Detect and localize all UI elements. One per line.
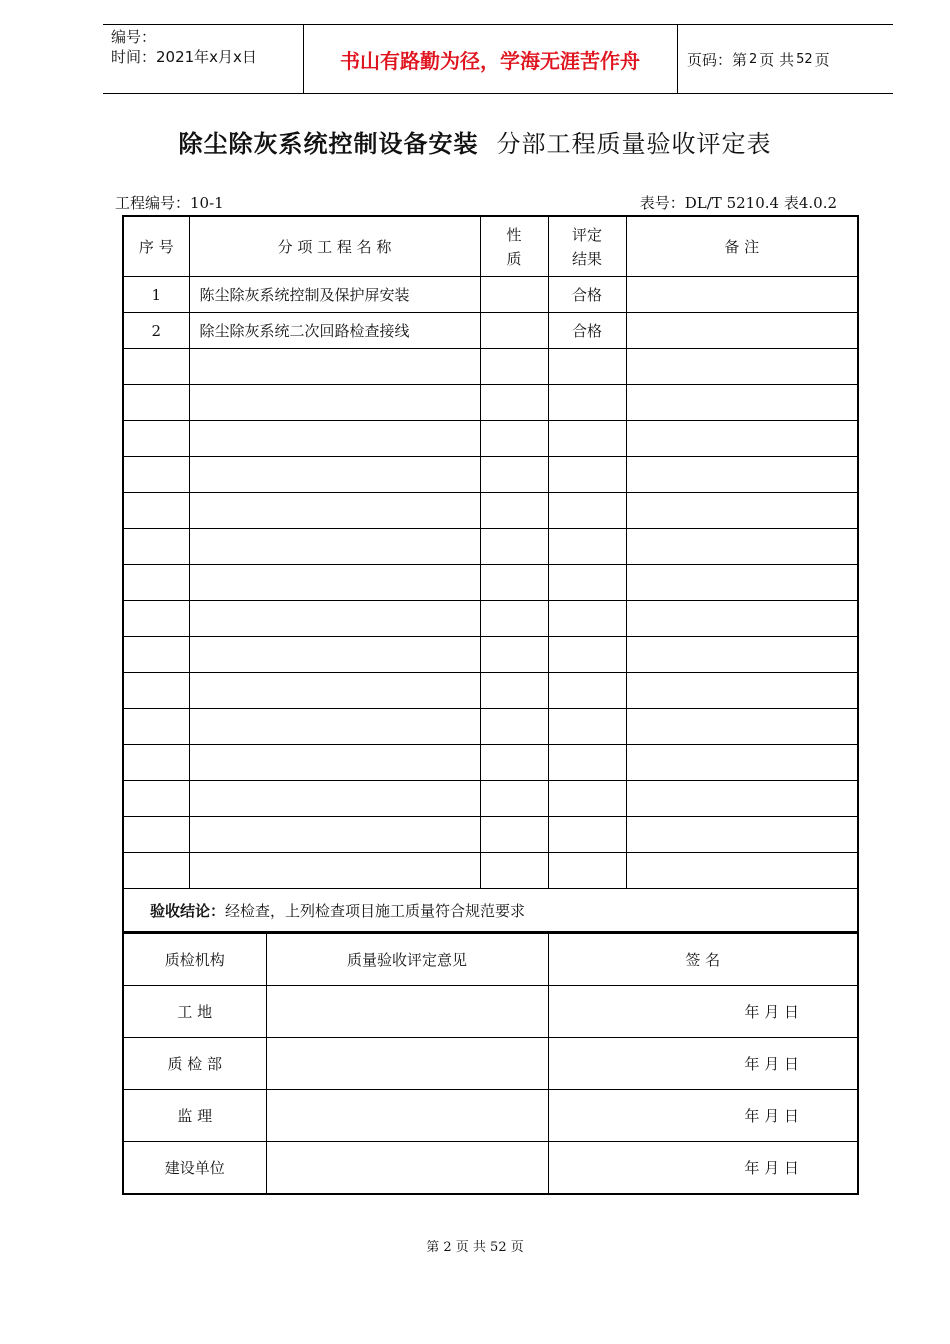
cell-remark bbox=[626, 853, 858, 889]
cell-result bbox=[548, 709, 626, 745]
cell-seq bbox=[123, 385, 189, 421]
cell-nature bbox=[480, 529, 548, 565]
cell-result bbox=[548, 493, 626, 529]
signoff-date: 年 月 日 bbox=[548, 1090, 858, 1142]
cell-result bbox=[548, 745, 626, 781]
cell-seq: 1 bbox=[123, 277, 189, 313]
cell-name bbox=[189, 709, 480, 745]
cell-name: 陈尘除灰系统控制及保护屏安装 bbox=[189, 277, 480, 313]
page-prefix: 页码：第 bbox=[687, 50, 748, 69]
page-footer: 第 2 页 共 52 页 bbox=[426, 1240, 524, 1255]
cell-remark bbox=[626, 781, 858, 817]
cell-remark bbox=[626, 385, 858, 421]
cell-result bbox=[548, 349, 626, 385]
cell-name bbox=[189, 565, 480, 601]
time-label: 时间：2021年x月x日 bbox=[111, 48, 257, 66]
header-result-line2: 结果 bbox=[571, 249, 602, 268]
cell-name bbox=[189, 385, 480, 421]
table-row bbox=[123, 349, 858, 385]
header-nature bbox=[480, 216, 548, 277]
table-row bbox=[123, 565, 858, 601]
table-row bbox=[123, 817, 858, 853]
cell-nature bbox=[480, 637, 548, 673]
signoff-org: 监 理 bbox=[123, 1090, 266, 1142]
header-result bbox=[548, 216, 626, 277]
page-total: 52 bbox=[796, 51, 813, 67]
cell-result bbox=[548, 817, 626, 853]
cell-nature bbox=[480, 385, 548, 421]
cell-seq bbox=[123, 853, 189, 889]
table-row bbox=[123, 601, 858, 637]
table-row bbox=[123, 853, 858, 889]
cell-seq: 2 bbox=[123, 313, 189, 349]
cell-seq bbox=[123, 781, 189, 817]
cell-name bbox=[189, 421, 480, 457]
signoff-row bbox=[123, 1038, 858, 1090]
signoff-opinion bbox=[266, 1142, 548, 1195]
table-row bbox=[123, 277, 858, 313]
cell-name bbox=[189, 493, 480, 529]
cell-remark bbox=[626, 601, 858, 637]
table-row bbox=[123, 781, 858, 817]
conclusion-text: 经检查，上列检查项目施工质量符合规范要求 bbox=[225, 901, 526, 920]
cell-nature bbox=[480, 457, 548, 493]
page-num: 2 bbox=[749, 51, 758, 67]
cell-name bbox=[189, 529, 480, 565]
cell-name bbox=[189, 817, 480, 853]
cell-nature bbox=[480, 349, 548, 385]
table-row bbox=[123, 313, 858, 349]
title-normal: 分部工程质量验收评定表 bbox=[496, 130, 772, 158]
cell-result bbox=[548, 421, 626, 457]
cell-result bbox=[548, 853, 626, 889]
signoff-row bbox=[123, 986, 858, 1038]
table-row bbox=[123, 421, 858, 457]
cell-nature bbox=[480, 421, 548, 457]
conclusion-row bbox=[123, 889, 858, 933]
cell-name: 除尘除灰系统二次回路检查接线 bbox=[189, 313, 480, 349]
signoff-table bbox=[122, 933, 859, 1195]
cell-name bbox=[189, 637, 480, 673]
table-row bbox=[123, 493, 858, 529]
cell-nature bbox=[480, 781, 548, 817]
cell-nature bbox=[480, 313, 548, 349]
cell-name bbox=[189, 601, 480, 637]
signoff-opinion bbox=[266, 1038, 548, 1090]
table-row bbox=[123, 709, 858, 745]
cell-remark bbox=[626, 529, 858, 565]
code-label: 编号： bbox=[111, 28, 157, 46]
header-remark: 备 注 bbox=[626, 216, 858, 277]
cell-nature bbox=[480, 745, 548, 781]
table-header-row bbox=[123, 216, 858, 277]
cell-nature bbox=[480, 601, 548, 637]
page-mid: 页 共 bbox=[759, 50, 795, 69]
cell-remark bbox=[626, 349, 858, 385]
signoff-opinion bbox=[266, 986, 548, 1038]
cell-seq bbox=[123, 493, 189, 529]
cell-nature bbox=[480, 673, 548, 709]
cell-name bbox=[189, 673, 480, 709]
cell-nature bbox=[480, 493, 548, 529]
cell-nature bbox=[480, 817, 548, 853]
table-row bbox=[123, 673, 858, 709]
cell-result bbox=[548, 601, 626, 637]
cell-result bbox=[548, 673, 626, 709]
signoff-opinion bbox=[266, 1090, 548, 1142]
signoff-org: 质 检 部 bbox=[123, 1038, 266, 1090]
signoff-date: 年 月 日 bbox=[548, 1142, 858, 1195]
cell-seq bbox=[123, 601, 189, 637]
cell-nature bbox=[480, 709, 548, 745]
cell-remark bbox=[626, 637, 858, 673]
header-seq: 序 号 bbox=[123, 216, 189, 277]
cell-remark bbox=[626, 565, 858, 601]
cell-seq bbox=[123, 349, 189, 385]
signoff-header-org: 质检机构 bbox=[123, 934, 266, 986]
cell-result bbox=[548, 457, 626, 493]
cell-remark bbox=[626, 817, 858, 853]
cell-name bbox=[189, 745, 480, 781]
table-row bbox=[123, 529, 858, 565]
table-row bbox=[123, 637, 858, 673]
conclusion-label: 验收结论： bbox=[150, 901, 226, 920]
cell-remark bbox=[626, 493, 858, 529]
cell-result: 合格 bbox=[548, 313, 626, 349]
cell-seq bbox=[123, 745, 189, 781]
cell-name bbox=[189, 781, 480, 817]
cell-remark bbox=[626, 277, 858, 313]
table-row bbox=[123, 385, 858, 421]
signoff-date: 年 月 日 bbox=[548, 1038, 858, 1090]
signoff-header-opinion: 质量验收评定意见 bbox=[266, 934, 548, 986]
evaluation-table bbox=[122, 215, 859, 933]
cell-remark bbox=[626, 457, 858, 493]
signoff-org: 工 地 bbox=[123, 986, 266, 1038]
cell-nature bbox=[480, 277, 548, 313]
cell-result bbox=[548, 637, 626, 673]
cell-seq bbox=[123, 421, 189, 457]
table-row bbox=[123, 745, 858, 781]
page-suffix: 页 bbox=[814, 50, 830, 69]
cell-result: 合格 bbox=[548, 277, 626, 313]
title-bold: 除尘除灰系统控制设备安装 bbox=[178, 130, 479, 158]
header-divider bbox=[677, 25, 678, 93]
cell-remark bbox=[626, 313, 858, 349]
signoff-row bbox=[123, 1090, 858, 1142]
cell-seq bbox=[123, 529, 189, 565]
header-page-number bbox=[687, 25, 830, 93]
header-info bbox=[111, 27, 301, 67]
cell-seq bbox=[123, 637, 189, 673]
header-nature-line1: 性 bbox=[506, 225, 522, 244]
cell-name bbox=[189, 349, 480, 385]
cell-seq bbox=[123, 673, 189, 709]
page-header bbox=[103, 24, 893, 94]
cell-result bbox=[548, 529, 626, 565]
cell-seq bbox=[123, 709, 189, 745]
page-title bbox=[0, 124, 950, 159]
cell-result bbox=[548, 385, 626, 421]
signoff-header-row bbox=[123, 934, 858, 986]
cell-remark bbox=[626, 745, 858, 781]
cell-name bbox=[189, 853, 480, 889]
header-name: 分 项 工 程 名 称 bbox=[189, 216, 480, 277]
header-nature-line2: 质 bbox=[506, 249, 522, 268]
form-number: 表号：DL/T 5210.4 表4.0.2 bbox=[639, 194, 837, 212]
cell-seq bbox=[123, 565, 189, 601]
cell-seq bbox=[123, 457, 189, 493]
cell-result bbox=[548, 565, 626, 601]
header-result-line1: 评定 bbox=[571, 225, 602, 244]
cell-remark bbox=[626, 709, 858, 745]
cell-name bbox=[189, 457, 480, 493]
conclusion-cell bbox=[123, 889, 858, 933]
signoff-date: 年 月 日 bbox=[548, 986, 858, 1038]
header-motto: 书山有路勤为径，学海无涯苦作舟 bbox=[340, 48, 640, 73]
signoff-org: 建设单位 bbox=[123, 1142, 266, 1195]
signoff-row bbox=[123, 1142, 858, 1195]
cell-seq bbox=[123, 817, 189, 853]
cell-remark bbox=[626, 673, 858, 709]
table-row bbox=[123, 457, 858, 493]
cell-remark bbox=[626, 421, 858, 457]
cell-nature bbox=[480, 565, 548, 601]
cell-result bbox=[548, 781, 626, 817]
project-number: 工程编号：10-1 bbox=[115, 194, 224, 212]
signoff-header-sign: 签 名 bbox=[548, 934, 858, 986]
cell-nature bbox=[480, 853, 548, 889]
